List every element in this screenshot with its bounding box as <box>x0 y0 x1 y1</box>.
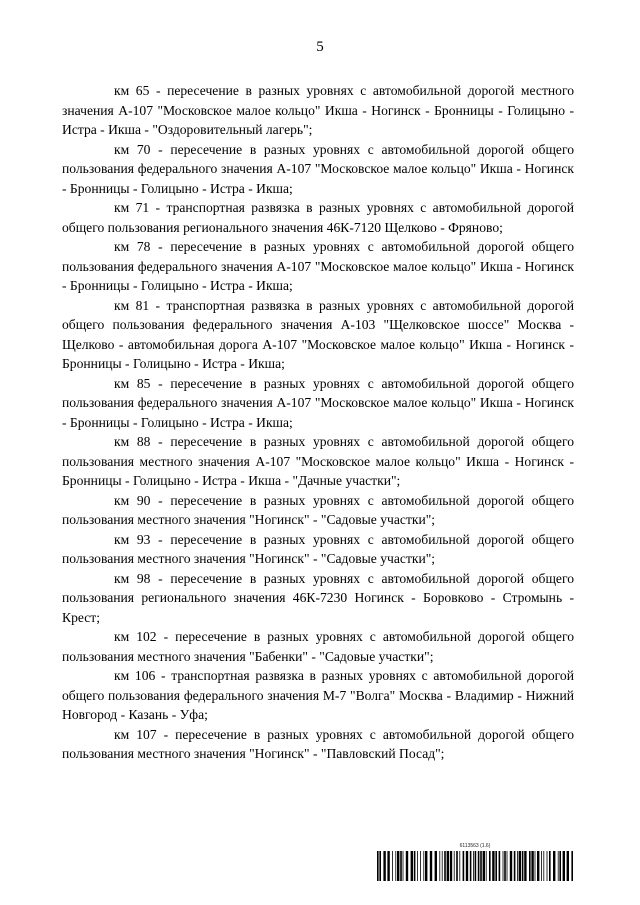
paragraph-km-107: км 107 - пересечение в разных уровнях с автомобильной дорогой общего пользования местного значения "Ногинск" - "Павловский Посад"; <box>62 726 574 761</box>
paragraph-km-90: км 90 - пересечение в разных уровнях с автомобильной дорогой общего пользования местного значения "Ногинск" - "Садовые участки"; <box>62 492 574 527</box>
paragraph-km-85: км 85 - пересечение в разных уровнях с автомобильной дорогой общего пользования федерального значения А-107 "Московское малое кольцо" Икша - Ногинск - Бронницы - Голицыно - Истра - Икша; <box>62 375 574 430</box>
barcode-label: 6113563 (1.6) <box>459 843 491 849</box>
page-number: 5 <box>316 39 324 55</box>
paragraph-km-93: км 93 - пересечение в разных уровнях с автомобильной дорогой общего пользования местного значения "Ногинск" - "Садовые участки"; <box>62 531 574 566</box>
paragraph-km-71: км 71 - транспортная развязка в разных уровнях с автомобильной дорогой общего пользования регионального значения 46К-7120 Щелково - Фряново; <box>62 200 574 235</box>
paragraph-km-98: км 98 - пересечение в разных уровнях с автомобильной дорогой общего пользования регионального значения 46К-7230 Ногинск - Боровково - Стромынь - Крест; <box>62 570 574 625</box>
paragraph-km-65: км 65 - пересечение в разных уровнях с автомобильной дорогой местного значения А-107 "Московское малое кольцо" Икша - Ногинск - Бронницы - Голицыно - Истра - Икша - "Оздоровительный лагерь"; <box>62 83 574 137</box>
barcode-block <box>375 843 575 885</box>
paragraph-km-106: км 106 - транспортная развязка в разных уровнях с автомобильной дорогой общего пользования федерального значения М-7 "Волга" Москва - Владимир - Нижний Новгород - Казань - Уфа; <box>62 668 574 722</box>
paragraph-km-88: км 88 - пересечение в разных уровнях с автомобильной дорогой общего пользования местного значения А-107 "Московское малое кольцо" Икша - Ногинск - Бронницы - Голицыно - Истра - Икша - "Дачные участки"; <box>62 434 574 488</box>
paragraph-km-70: км 70 - пересечение в разных уровнях с автомобильной дорогой общего пользования федерального значения А-107 "Московское малое кольцо" Икша - Ногинск - Бронницы - Голицыно - Истра - Икша; <box>62 141 574 196</box>
barcode-icon <box>375 851 575 881</box>
paragraph-km-78: км 78 - пересечение в разных уровнях с автомобильной дорогой общего пользования федерального значения А-107 "Московское малое кольцо" Икша - Ногинск - Бронницы - Голицыно - Истра - Икша; <box>62 239 574 293</box>
document-body <box>62 81 574 764</box>
paragraph-km-102: км 102 - пересечение в разных уровнях с автомобильной дорогой общего пользования местного значения "Бабенки" - "Садовые участки"; <box>62 629 574 664</box>
paragraph-km-81: км 81 - транспортная развязка в разных уровнях с автомобильной дорогой общего пользования федерального значения А-103 "Щелковское шоссе" Москва - Щелково - автомобильная дорога А-107 "Московское малое кольцо" Икша - Ногинск - Бронницы - Голицыно - Истра - Икша; <box>62 297 574 371</box>
